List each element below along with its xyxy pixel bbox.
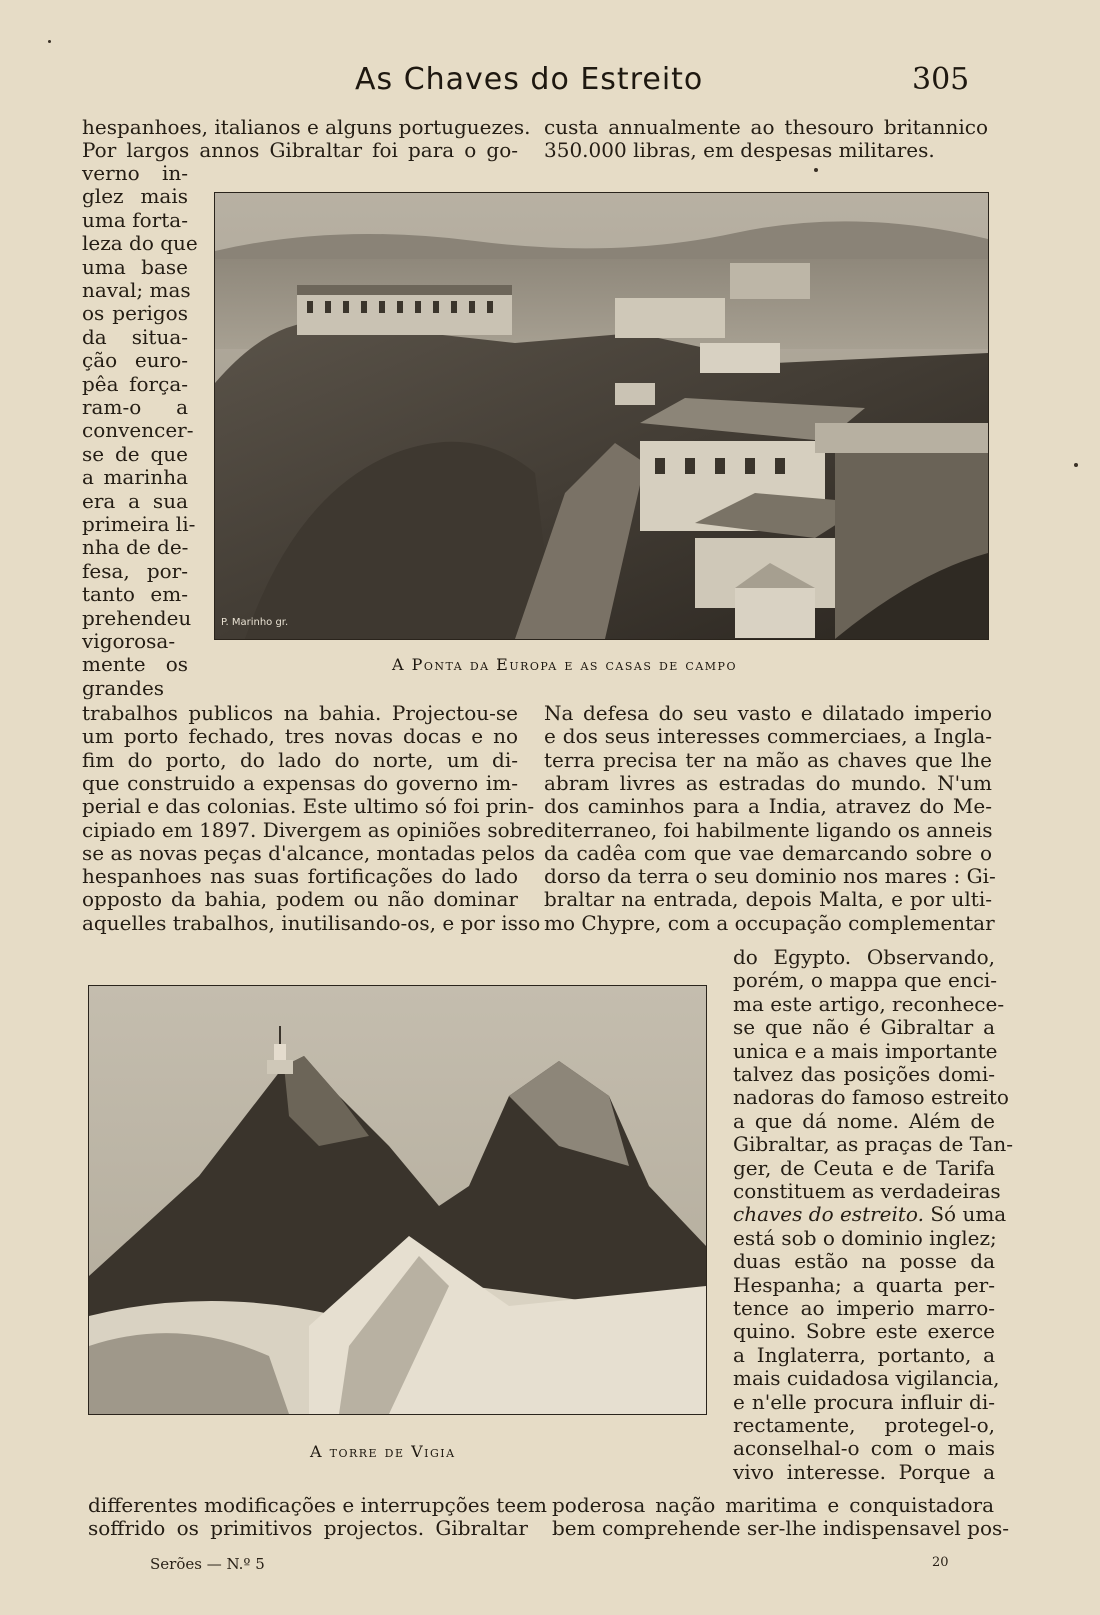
text-line: do Egypto. Observando, xyxy=(733,945,995,969)
photo-ponta-da-europa-image xyxy=(215,193,988,639)
text-line: leza do que xyxy=(82,231,198,256)
text-line: Gibraltar, as praças de Tan- xyxy=(733,1132,1014,1157)
text-line: a marinha xyxy=(82,465,188,490)
text-line: terra precisa ter na mão as chaves que lhe xyxy=(544,747,992,772)
text-line: braltar na entrada, depois Malta, e por ulti- xyxy=(544,887,992,912)
text-line: mais cuidadosa vigilancia, xyxy=(733,1366,1000,1391)
text-line: nha de de- xyxy=(82,535,189,560)
photo-caption: A Ponta da Europa e as casas de campo xyxy=(392,655,737,674)
text-line: constituem as verdadeiras xyxy=(733,1179,1001,1203)
text-line: cipiado em 1897. Divergem as opiniões sobre xyxy=(82,817,544,842)
text-line: differentes modificações e interrupções teem xyxy=(88,1493,547,1517)
text-line: ma este artigo, reconhece- xyxy=(733,991,1005,1016)
text-line: ger, de Ceuta e de Tarifa xyxy=(733,1155,995,1180)
footer-signature-mark: 20 xyxy=(932,1555,949,1570)
text-line: fesa, por- xyxy=(82,558,188,583)
text-line: porém, o mappa que enci- xyxy=(733,968,998,993)
text-line: aquelles trabalhos, inutilisando-os, e por isso xyxy=(82,910,541,935)
text-line: verno in- xyxy=(82,161,188,185)
text-line: primeira li- xyxy=(82,512,196,536)
text-line: tanto em- xyxy=(82,582,188,607)
text-line: vigorosa- xyxy=(82,629,176,653)
text-line: está sob o dominio inglez; xyxy=(733,1225,997,1250)
photo-ponta-da-europa xyxy=(214,192,989,640)
text-line: poderosa nação maritima e conquistadora xyxy=(552,1493,994,1517)
footer-publication: Serões — N.º 5 xyxy=(150,1555,265,1573)
text-line: bem comprehende ser-lhe indispensavel pos- xyxy=(552,1516,1010,1540)
text-line: pêa força- xyxy=(82,371,188,396)
text-line: grandes xyxy=(82,675,165,700)
text-line: um porto fechado, tres novas docas e no xyxy=(82,724,518,749)
engraver-signature: P. Marinho gr. xyxy=(221,617,289,628)
text-line: quino. Sobre este exerce xyxy=(733,1319,995,1344)
print-speck xyxy=(1074,463,1078,467)
text-line: fim do porto, do lado do norte, um di- xyxy=(82,747,518,772)
text-line: aconselhal-o com o mais xyxy=(733,1436,995,1461)
text-line: ram-o a xyxy=(82,395,188,419)
text-line: unica e a mais importante xyxy=(733,1038,998,1063)
text-line: mente os xyxy=(82,652,188,677)
text-line: naval; mas xyxy=(82,278,191,302)
text-line: a Inglaterra, portanto, a xyxy=(733,1342,995,1367)
text-line: nadoras do famoso estreito xyxy=(733,1085,1009,1110)
running-title: As Chaves do Estreito xyxy=(355,62,704,97)
photo-caption: A torre de Vigia xyxy=(310,1442,456,1461)
text-line: da cadêa com que vae demarcando sobre o xyxy=(544,840,992,865)
text-line: vivo interesse. Porque a xyxy=(733,1459,995,1484)
text-line: trabalhos publicos na bahia. Projectou-se xyxy=(82,701,518,725)
text-line: da situa- xyxy=(82,324,188,349)
text-line: chaves do estreito. Só uma xyxy=(733,1202,1007,1227)
text-line: mo Chypre, com a occupação complementar xyxy=(544,910,995,935)
text-line: rectamente, protegel-o, xyxy=(733,1413,995,1437)
text-line: Por largos annos Gibraltar foi para o go- xyxy=(82,138,518,162)
text-line: custa annualmente ao thesouro britannico xyxy=(544,115,988,139)
print-speck xyxy=(48,40,51,43)
text-line: abram livres as estradas do mundo. N'um xyxy=(544,770,992,795)
text-line: se de que xyxy=(82,441,188,466)
text-line: se as novas peças d'alcance, montadas pelos xyxy=(82,840,536,865)
photo-torre-de-vigia xyxy=(88,985,707,1415)
text-line: hespanhoes, italianos e alguns portuguezes. xyxy=(82,115,531,139)
text-line: Hespanha; a quarta per- xyxy=(733,1272,995,1297)
print-speck xyxy=(814,168,818,172)
text-line: uma base xyxy=(82,254,188,279)
text-line: e dos seus interesses commerciaes, a Ingla- xyxy=(544,724,992,749)
text-line: dorso da terra o seu dominio nos mares : Gi- xyxy=(544,864,996,889)
text-line: a que dá nome. Além de xyxy=(733,1108,995,1133)
text-line: se que não é Gibraltar a xyxy=(733,1015,995,1040)
text-line: convencer- xyxy=(82,418,194,443)
text-line: dos caminhos para a India, atravez do Me- xyxy=(544,794,992,819)
text-line: soffrido os primitivos projectos. Gibraltar xyxy=(88,1516,528,1540)
photo-torre-de-vigia-image xyxy=(89,986,706,1414)
text-line: diterraneo, foi habilmente ligando os anneis xyxy=(544,817,993,842)
text-line: era a sua xyxy=(82,488,188,513)
page-number: 305 xyxy=(912,62,970,97)
text-line: duas estão na posse da xyxy=(733,1249,995,1274)
text-line: glez mais xyxy=(82,184,188,209)
text-line: talvez das posições domi- xyxy=(733,1062,995,1086)
text-line: os perigos xyxy=(82,301,188,326)
text-line: 350.000 libras, em despesas militares. xyxy=(544,138,935,162)
text-line: e n'elle procura influir di- xyxy=(733,1389,995,1414)
text-line: uma forta- xyxy=(82,207,188,232)
text-line: hespanhoes nas suas fortificações do lado xyxy=(82,864,518,889)
text-line: Na defesa do seu vasto e dilatado imperio xyxy=(544,701,992,725)
text-line: que construido a expensas do governo im- xyxy=(82,770,518,795)
text-line: prehendeu xyxy=(82,605,192,630)
text-line: ção euro- xyxy=(82,348,188,373)
text-line: opposto da bahia, podem ou não dominar xyxy=(82,887,518,912)
text-line: perial e das colonias. Este ultimo só foi prin- xyxy=(82,794,535,819)
text-line: tence ao imperio marro- xyxy=(733,1296,995,1320)
page-header xyxy=(0,62,1100,102)
